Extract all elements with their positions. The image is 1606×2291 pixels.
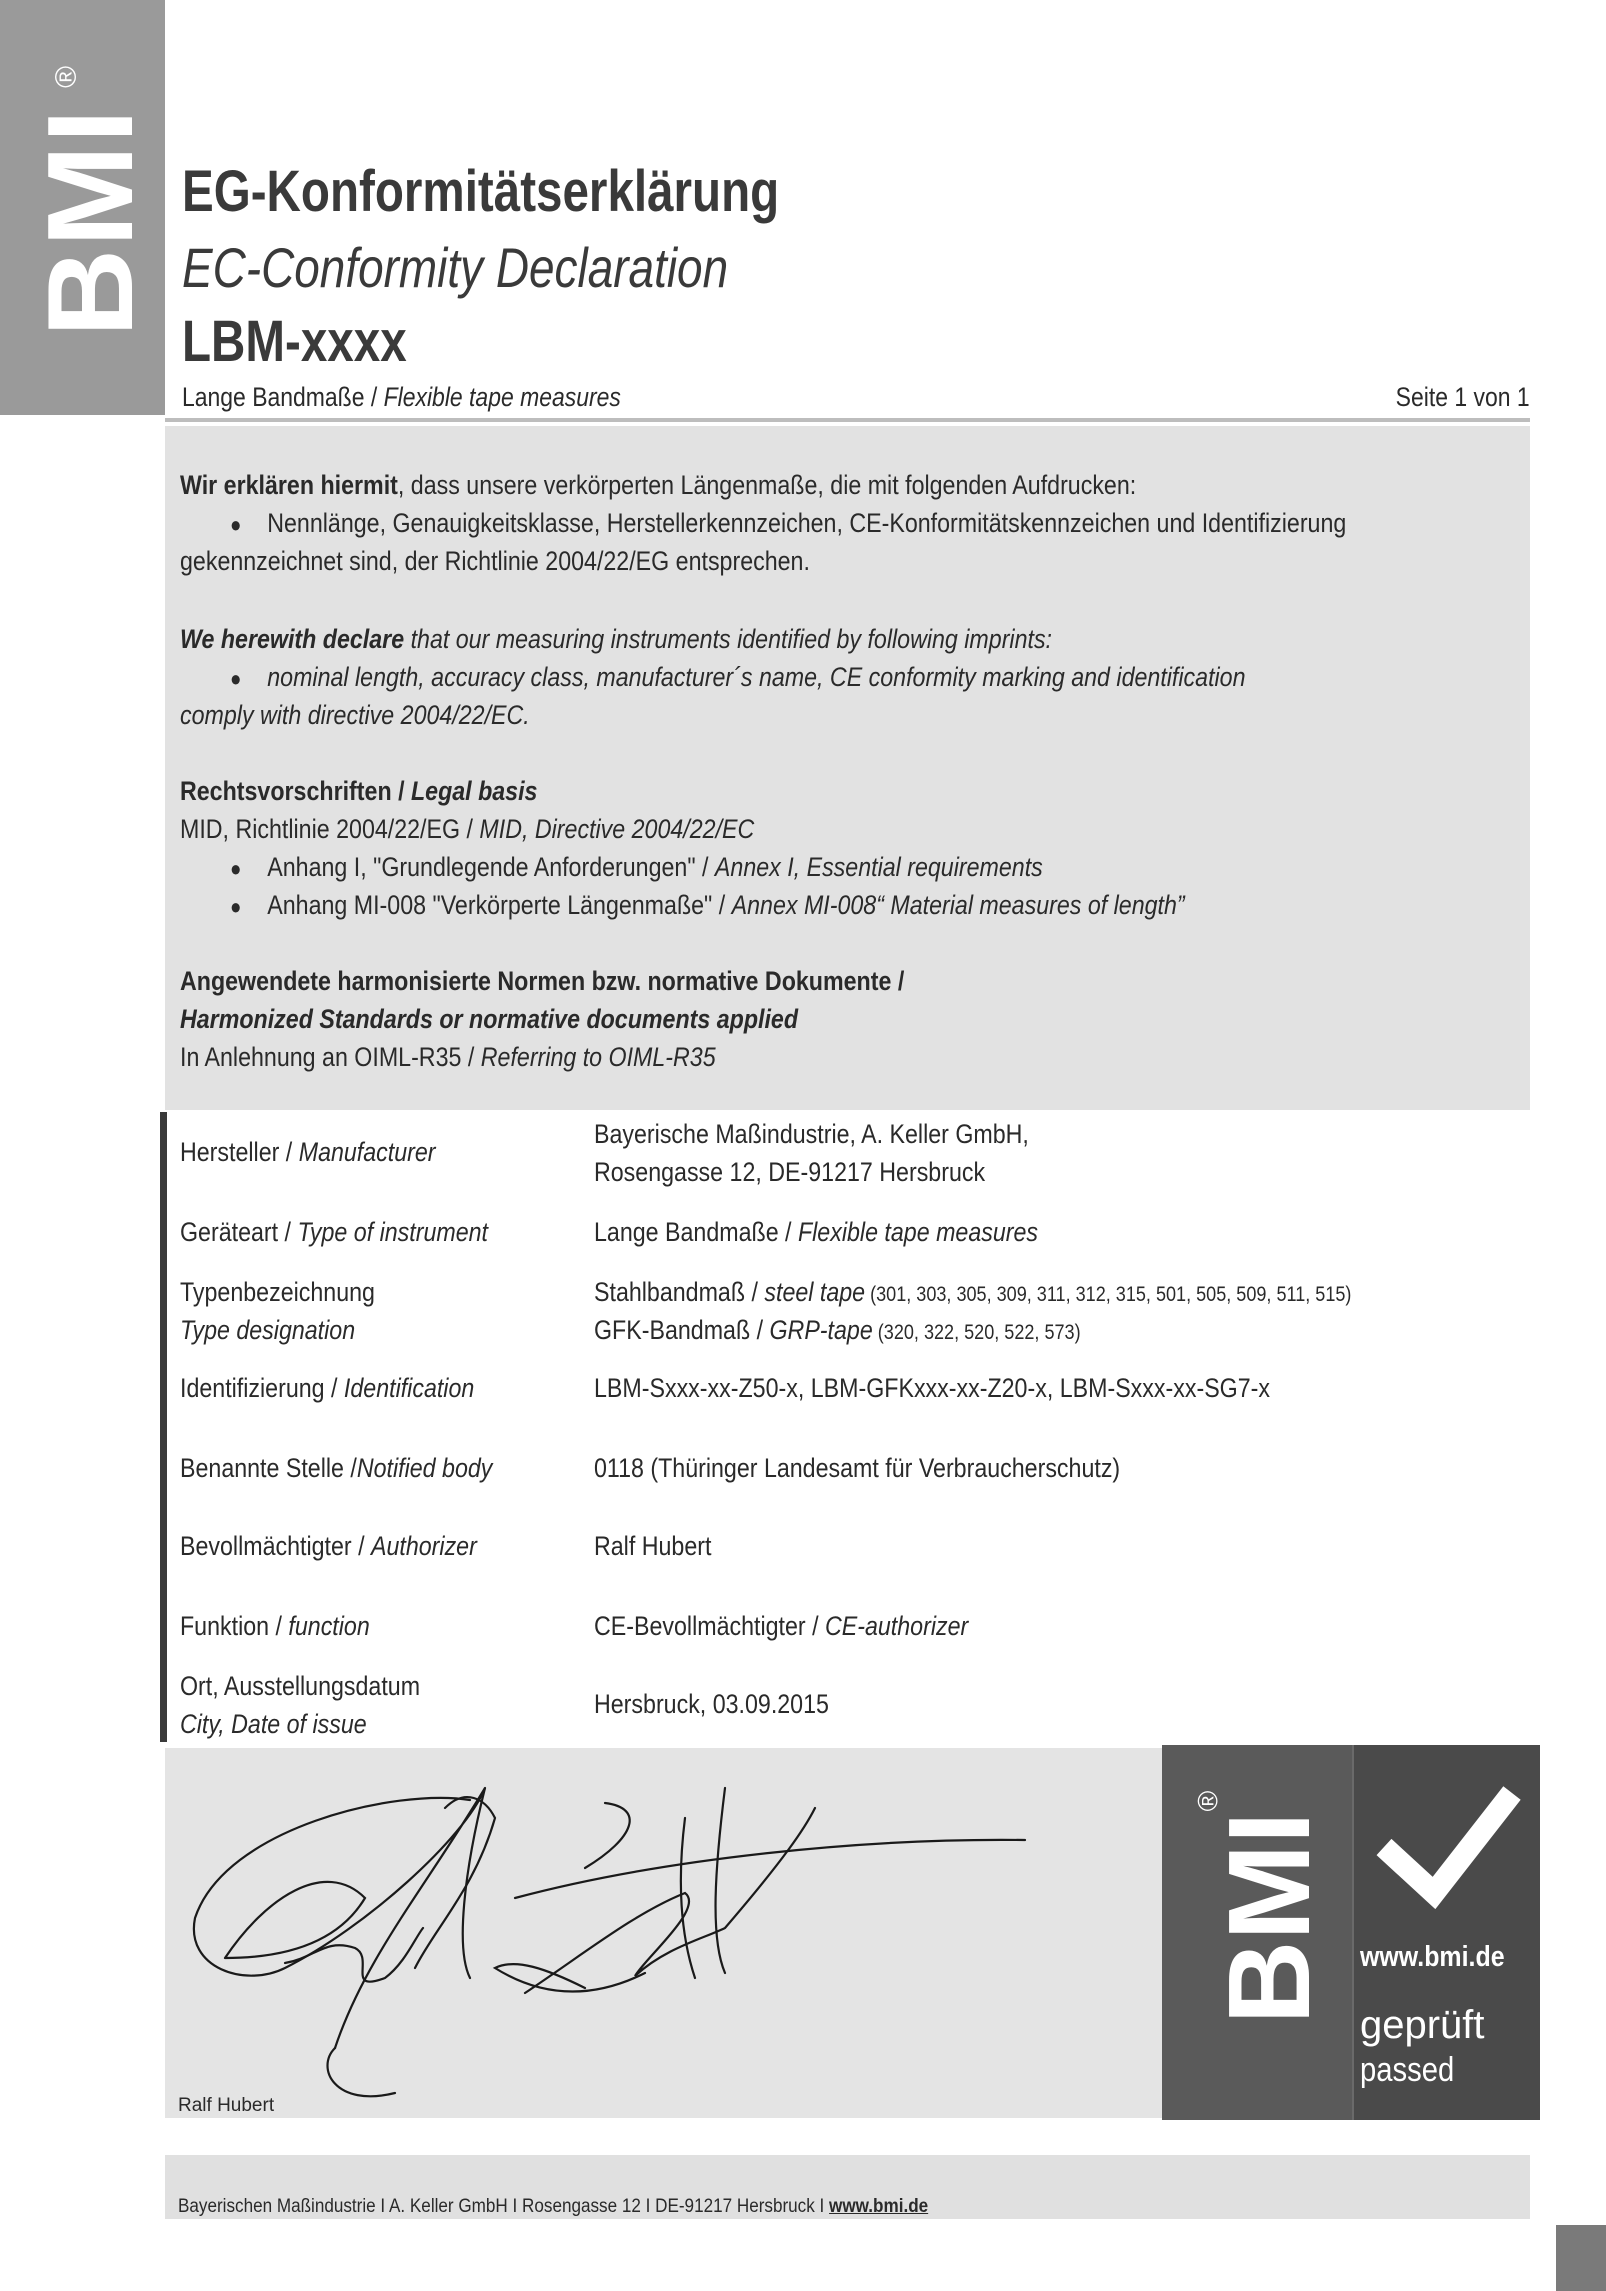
declaration-en-bullet-text: nominal length, accuracy class, manufacturer´s name, CE conformity marking and identification (267, 662, 1246, 692)
label-de: Identifizierung / (180, 1373, 344, 1403)
legal-bullet-1-en: Annex I, Essential requirements (714, 852, 1043, 882)
instrument-type-label (180, 1214, 488, 1251)
authorizer-label (180, 1528, 477, 1565)
seal-website: www.bmi.de (1360, 1941, 1505, 1973)
declaration-en-text: that our measuring instruments identified by following imprints: (404, 624, 1053, 654)
bmi-logo: BMI (22, 107, 158, 337)
legal-bullet-1 (230, 848, 1043, 888)
declaration-en-bullet (230, 658, 1246, 698)
subtitle-en: Flexible tape measures (383, 382, 621, 412)
declaration-de-bullet-text: Nennlänge, Genauigkeitsklasse, Herstellerkennzeichen, CE-Konformitätskennzeichen und Identifizierung (267, 508, 1347, 538)
label-en: function (288, 1611, 370, 1641)
declaration-en-line1 (180, 620, 1052, 658)
footer-address (178, 2196, 928, 2218)
value-en: GRP-tape (769, 1315, 873, 1345)
label-de: Bevollmächtigter / (180, 1531, 372, 1561)
authorizer-value: Ralf Hubert (594, 1531, 712, 1561)
city-date-label-en: City, Date of issue (180, 1709, 367, 1739)
label-de: Funktion / (180, 1611, 289, 1641)
legal-bullet-1-de: Anhang I, "Grundlegende Anforderungen" / (267, 852, 715, 882)
footer-website-link[interactable]: www.bmi.de (829, 2196, 929, 2217)
subtitle-de: Lange Bandmaße (182, 382, 365, 412)
identification-label (180, 1370, 474, 1407)
legal-bullet-2-de: Anhang MI-008 "Verkörperte Längenmaße" / (267, 890, 732, 920)
label-en: Manufacturer (298, 1137, 436, 1167)
bullet-icon: ● (230, 856, 242, 881)
label-en: Authorizer (371, 1531, 477, 1561)
footer-company: Bayerischen Maßindustrie I A. Keller GmbH I Rosengasse 12 I DE-91217 Hersbruck I (178, 2196, 830, 2217)
seal-bmi-logo: BMI (1204, 1811, 1334, 2025)
legal-heading-en: Legal basis (410, 776, 538, 806)
document-code: LBM-xxxx (182, 309, 407, 374)
legal-directive-de: MID, Richtlinie 2004/22/EG / (180, 814, 480, 844)
model-list: (320, 322, 520, 522, 573) (872, 1321, 1081, 1344)
city-date-value: Hersbruck, 03.09.2015 (594, 1689, 829, 1719)
declaration-de-text: , dass unsere verkörperten Längenmaße, die mit folgenden Aufdrucken: (397, 470, 1137, 500)
manufacturer-name: Bayerische Maßindustrie, A. Keller GmbH, (594, 1119, 1029, 1149)
seal-passed-de: geprüft (1360, 2003, 1485, 2047)
document-subtitle (182, 382, 621, 413)
value-de: CE-Bevollmächtigter / (594, 1611, 825, 1641)
standards-reference-de: In Anlehnung an OIML-R35 / (180, 1042, 481, 1072)
page-number: Seite 1 von 1 (1396, 382, 1530, 412)
seal-registered-mark: ® (1192, 1790, 1224, 1812)
standards-heading-de: Angewendete harmonisierte Normen bzw. normative Dokumente / (180, 966, 905, 996)
document-title-de: EG-Konformitätserklärung (182, 159, 780, 224)
label-de: Benannte Stelle / (180, 1453, 357, 1483)
bullet-icon: ● (230, 894, 242, 919)
declaration-de-lead: Wir erklären hiermit (180, 470, 398, 500)
signer-name: Ralf Hubert (178, 2095, 275, 2116)
label-de: Hersteller / (180, 1137, 299, 1167)
value-de: Lange Bandmaße / (594, 1217, 798, 1247)
type-designation-label-de: Typenbezeichnung (180, 1277, 375, 1307)
declaration-en-line3: comply with directive 2004/22/EC. (180, 700, 530, 730)
label-en: Notified body (356, 1453, 493, 1483)
standards-heading-en: Harmonized Standards or normative documents applied (180, 1004, 799, 1034)
notified-body-value: 0118 (Thüringer Landesamt für Verbraucherschutz) (594, 1453, 1121, 1483)
identification-value: LBM-Sxxx-xx-Z50-x, LBM-GFKxxx-xx-Z20-x, LBM-Sxxx-xx-SG7-x (594, 1373, 1271, 1403)
bmi-approval-seal (1162, 1745, 1540, 2120)
legal-heading (180, 772, 537, 810)
declaration-en-lead: We herewith declare (180, 624, 405, 654)
standards-reference (180, 1038, 716, 1076)
bullet-icon: ● (230, 512, 242, 537)
legal-bullet-2 (230, 886, 1185, 926)
legal-heading-de: Rechtsvorschriften / (180, 776, 411, 806)
label-en: Type of instrument (297, 1217, 489, 1247)
registered-mark: ® (50, 65, 84, 89)
instrument-type-value (594, 1214, 1038, 1251)
handwritten-signature (165, 1748, 1065, 2118)
notified-body-label (180, 1450, 492, 1487)
function-value (594, 1608, 968, 1645)
value-en: Flexible tape measures (797, 1217, 1039, 1247)
value-de: Stahlbandmaß / (594, 1277, 765, 1307)
standards-reference-en: Referring to OIML-R35 (480, 1042, 716, 1072)
legal-directive-en: MID, Directive 2004/22/EC (479, 814, 755, 844)
legal-bullet-2-en: Annex MI-008“ Material measures of length” (731, 890, 1185, 920)
label-de: Geräteart / (180, 1217, 298, 1247)
value-en: CE-authorizer (824, 1611, 969, 1641)
function-label (180, 1608, 370, 1645)
steel-tape-designation (594, 1274, 1351, 1313)
header-divider (165, 418, 1530, 422)
legal-directive (180, 810, 754, 848)
value-en: steel tape (764, 1277, 866, 1307)
checkmark-icon (1362, 1765, 1532, 1915)
corner-mark (1556, 2225, 1606, 2291)
table-accent-bar (160, 1112, 167, 1742)
manufacturer-address: Rosengasse 12, DE-91217 Hersbruck (594, 1157, 986, 1187)
bmi-logo-strip (0, 0, 165, 415)
model-list: (301, 303, 305, 309, 311, 312, 315, 501, 505, 509, 511, 515) (865, 1283, 1352, 1306)
subtitle-separator: / (364, 382, 384, 412)
document-title-en: EC-Conformity Declaration (182, 236, 729, 299)
declaration-de-line1 (180, 466, 1136, 504)
seal-passed-en: passed (1360, 2051, 1455, 2089)
type-designation-label-en: Type designation (180, 1315, 356, 1345)
grp-tape-designation (594, 1312, 1081, 1351)
label-en: Identification (343, 1373, 475, 1403)
manufacturer-label (180, 1134, 436, 1171)
bullet-icon: ● (230, 666, 242, 691)
city-date-label-de: Ort, Ausstellungsdatum (180, 1671, 421, 1701)
declaration-de-line3: gekennzeichnet sind, der Richtlinie 2004/22/EG entsprechen. (180, 546, 810, 576)
declaration-de-bullet (230, 504, 1346, 544)
value-de: GFK-Bandmaß / (594, 1315, 770, 1345)
